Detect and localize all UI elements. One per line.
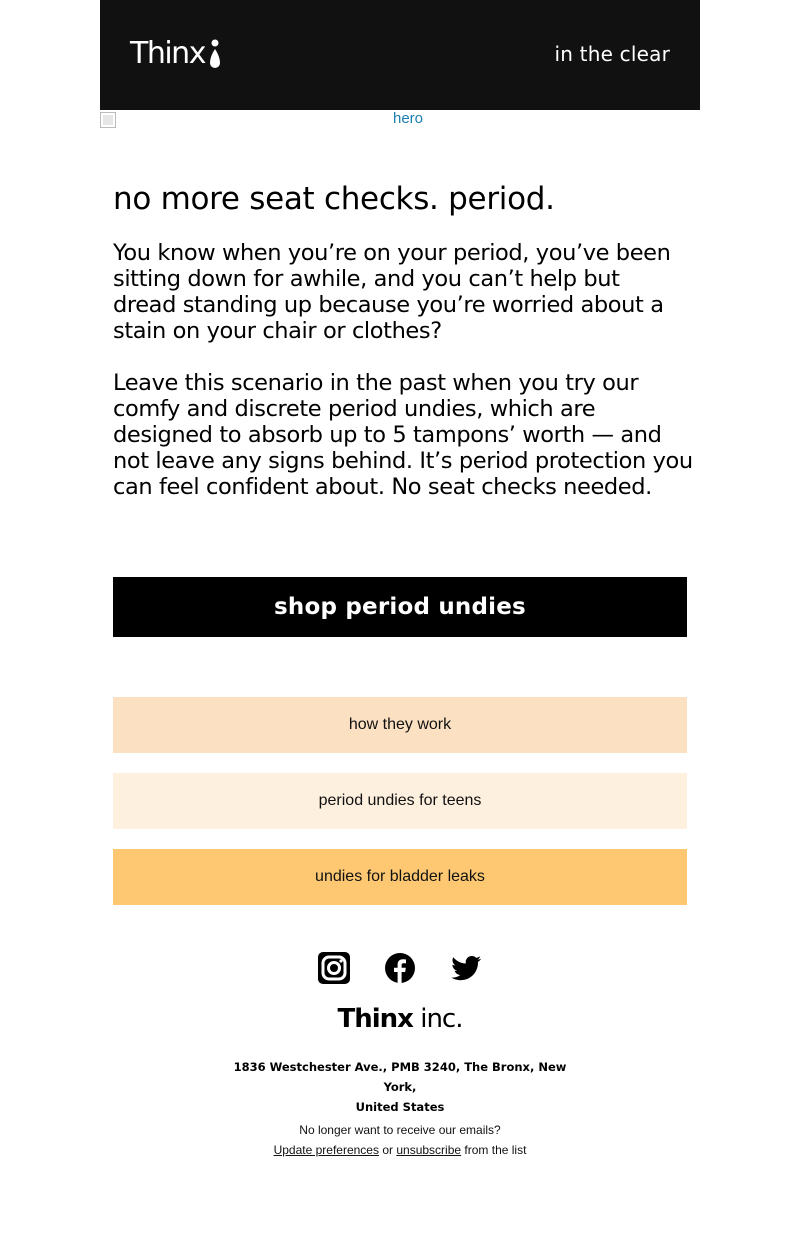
address-line-2: United States <box>355 1100 445 1114</box>
teens-undies-link[interactable]: period undies for teens <box>113 773 687 829</box>
unsubscribe-prompt: No longer want to receive our emails? <box>299 1123 501 1137</box>
body-paragraph-1: You know when you’re on your period, you’ve been sitting down for awhile, and you can’t help but dread standing up because you’re worried about a stain on your chair or clothes? <box>113 240 671 344</box>
preferences-line <box>100 1140 700 1160</box>
footer-brand-suffix: inc. <box>420 1004 463 1034</box>
body-paragraph-2: Leave this scenario in the past when you try our comfy and discrete period undies, which are designed to absorb up to 5 tampons’ worth — and not leave any signs behind. It’s period protection you can feel confident about. No seat checks needed. <box>113 370 693 500</box>
company-address <box>230 1057 570 1117</box>
header-tagline: in the clear <box>554 42 670 66</box>
hero-image[interactable] <box>100 110 700 132</box>
unsubscribe-link[interactable]: unsubscribe <box>396 1143 462 1157</box>
instagram-icon[interactable] <box>318 952 350 984</box>
from-list-text: from the list <box>464 1143 527 1157</box>
address-line-1: 1836 Westchester Ave., PMB 3240, The Bronx, New York, <box>233 1060 567 1094</box>
logo-text: Thinx <box>130 36 205 71</box>
bladder-leaks-link[interactable]: undies for bladder leaks <box>113 849 687 905</box>
footer-logo <box>100 1002 700 1036</box>
email-container <box>100 0 700 1157</box>
social-links <box>100 952 700 984</box>
twitter-icon[interactable] <box>450 952 482 984</box>
update-preferences-link[interactable]: Update preferences <box>273 1143 379 1157</box>
or-text: or <box>382 1143 393 1157</box>
shop-period-undies-button[interactable]: shop period undies <box>113 577 687 637</box>
facebook-icon[interactable] <box>384 952 416 984</box>
how-they-work-link[interactable]: how they work <box>113 697 687 753</box>
hero-alt-text: hero <box>392 110 424 127</box>
headline: no more seat checks. period. <box>113 181 555 217</box>
logo-mark-icon <box>210 39 220 69</box>
footer-brand: Thinx <box>337 1004 413 1034</box>
email-preferences <box>100 1120 700 1160</box>
thinx-logo[interactable] <box>130 36 220 72</box>
email-header <box>100 0 700 110</box>
